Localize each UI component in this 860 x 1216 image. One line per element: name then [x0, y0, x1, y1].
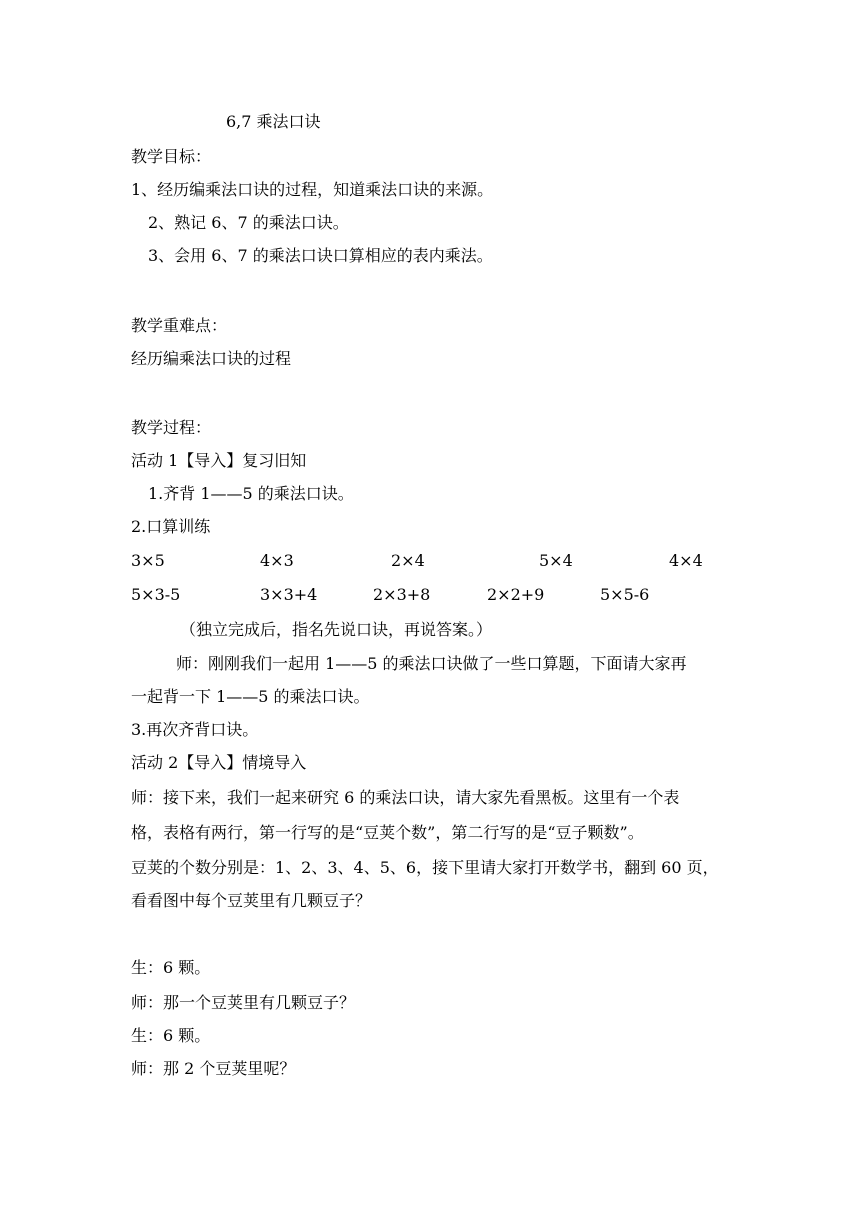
key-points-heading: 教学重难点： — [131, 316, 228, 335]
drill-cell: 4×4 — [669, 551, 703, 570]
drill-note: （独立完成后，指名先说口诀，再说答案。） — [180, 620, 493, 639]
drill-cell: 2×2+9 — [487, 585, 545, 604]
paragraph-line: 看看图中每个豆荚里有几颗豆子？ — [131, 891, 372, 910]
document-title: 6,7 乘法口诀 — [226, 112, 321, 131]
drill-cell: 2×4 — [391, 551, 425, 570]
paragraph-line: 师：接下来，我们一起来研究 6 的乘法口诀，请大家先看黑板。这里有一个表 — [131, 788, 680, 807]
activity1-step2: 2.口算训练 — [131, 517, 211, 536]
dialogue-line: 生：6 颗。 — [131, 958, 211, 977]
drill-cell: 3×3+4 — [260, 585, 318, 604]
paragraph-line: 豆荚的个数分别是：1、2、3、4、5、6，接下里请大家打开数学书，翻到 60 页， — [131, 858, 719, 877]
drill-cell: 5×4 — [539, 551, 573, 570]
process-heading: 教学过程： — [131, 418, 212, 437]
teacher-line: 一起背一下 1——5 的乘法口诀。 — [131, 687, 370, 706]
activity1-heading: 活动 1【导入】复习旧知 — [131, 451, 307, 470]
objectives-heading: 教学目标： — [131, 147, 212, 166]
activity2-heading: 活动 2【导入】情境导入 — [131, 753, 307, 772]
objective-item: 1、经历编乘法口诀的过程，知道乘法口诀的来源。 — [131, 180, 494, 199]
drill-cell: 4×3 — [260, 551, 294, 570]
drill-cell: 5×5-6 — [600, 585, 650, 604]
dialogue-line: 生：6 颗。 — [131, 1026, 211, 1045]
drill-cell: 2×3+8 — [373, 585, 431, 604]
key-points-text: 经历编乘法口诀的过程 — [131, 349, 292, 368]
objective-item: 3、会用 6、7 的乘法口诀口算相应的表内乘法。 — [148, 246, 493, 265]
teacher-line: 师：刚刚我们一起用 1——5 的乘法口诀做了一些口算题，下面请大家再 — [176, 654, 687, 673]
activity1-step1: 1.齐背 1——5 的乘法口诀。 — [148, 484, 354, 503]
activity1-step3: 3.再次齐背口诀。 — [131, 720, 259, 739]
drill-cell: 3×5 — [131, 551, 165, 570]
objective-item: 2、熟记 6、7 的乘法口诀。 — [148, 213, 349, 232]
dialogue-line: 师：那一个豆荚里有几颗豆子？ — [131, 993, 356, 1012]
paragraph-line: 格，表格有两行，第一行写的是“豆荚个数”，第二行写的是“豆子颗数”。 — [131, 823, 644, 842]
dialogue-line: 师：那 2 个豆荚里呢？ — [131, 1059, 296, 1078]
drill-cell: 5×3-5 — [131, 585, 181, 604]
